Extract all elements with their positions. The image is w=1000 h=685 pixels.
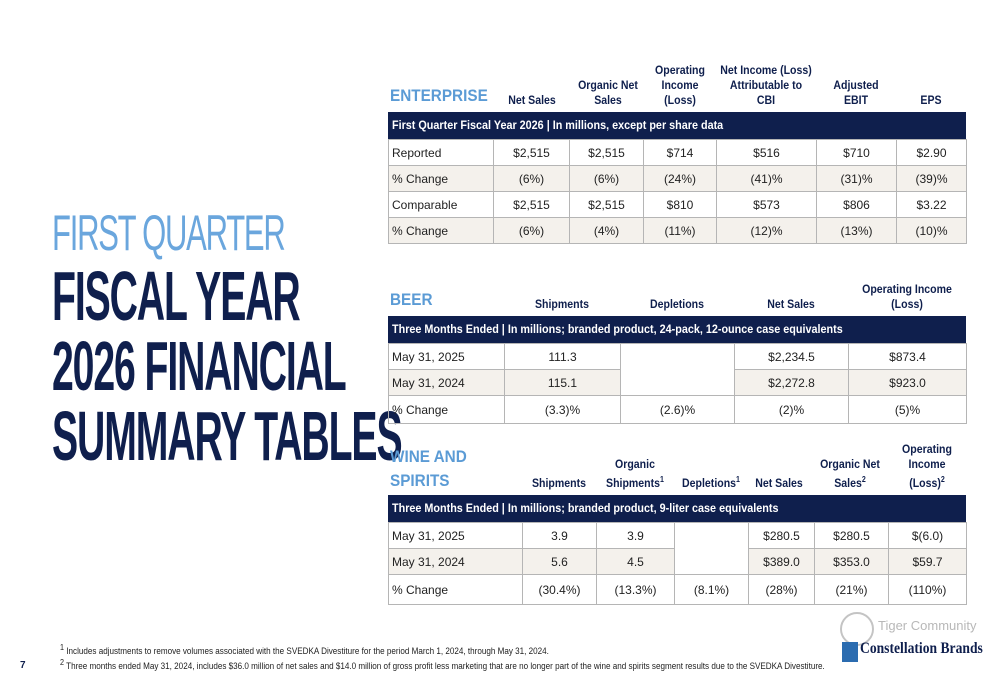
enterprise-header	[388, 63, 966, 112]
col-header: Organic Net Sales$^2$	[820, 457, 880, 490]
wine-spirits-table	[388, 442, 966, 605]
hero-line-1: FIRST QUARTER	[52, 205, 285, 261]
col-header: Organic Net Sales	[578, 78, 638, 107]
table-cell: $923.0	[849, 370, 967, 396]
col-header: Net Sales	[508, 93, 556, 107]
table-cell: (24%)	[644, 166, 717, 192]
table-subheader-bar: Three Months Ended | In millions; branded product, 24-pack, 12-ounce case equivalents	[388, 316, 966, 343]
footnotes	[60, 642, 910, 672]
table-cell: $280.5	[749, 523, 815, 549]
table-cell: 115.1	[505, 370, 621, 396]
table-cell: 4.5	[597, 549, 675, 575]
col-header: Depletions	[650, 297, 704, 311]
table-row	[389, 192, 967, 218]
watermark-text: Tiger Community	[878, 618, 977, 633]
table-cell: 3.9	[523, 523, 597, 549]
table-cell: $3.22	[897, 192, 967, 218]
table-cell: $873.4	[849, 344, 967, 370]
table-cell: $2,234.5	[735, 344, 849, 370]
row-label: May 31, 2025	[389, 523, 523, 549]
row-label: May 31, 2024	[389, 549, 523, 575]
col-header: Operating Income (Loss)	[862, 282, 952, 311]
row-label: May 31, 2025	[389, 344, 505, 370]
enterprise-table	[388, 63, 966, 244]
table-cell: $59.7	[889, 549, 967, 575]
table-cell: $573	[717, 192, 817, 218]
beer-table	[388, 274, 966, 424]
col-header: Shipments	[532, 476, 586, 490]
table-cell: (10)%	[897, 218, 967, 244]
col-header: Net Sales	[767, 297, 815, 311]
table-cell-empty	[675, 523, 749, 575]
table-cell: (6%)	[570, 166, 644, 192]
row-label: % Change	[389, 166, 494, 192]
table-cell: (8.1%)	[675, 575, 749, 605]
row-label: % Change	[389, 218, 494, 244]
table-cell: (12)%	[717, 218, 817, 244]
col-header: Operating Income (Loss)$^2$	[902, 442, 952, 490]
wine-header	[388, 442, 966, 495]
table-cell: $2,515	[494, 192, 570, 218]
table-row	[389, 575, 967, 605]
table-cell: $2,515	[570, 140, 644, 166]
col-header: EPS	[920, 93, 942, 107]
hero-line-2: FISCAL YEAR	[52, 257, 300, 335]
row-label: Reported	[389, 140, 494, 166]
table-cell: $(6.0)	[889, 523, 967, 549]
row-label: May 31, 2024	[389, 370, 505, 396]
table-row	[389, 344, 967, 370]
table-row	[389, 140, 967, 166]
table-cell: $389.0	[749, 549, 815, 575]
table-cell: (28%)	[749, 575, 815, 605]
hero-title	[52, 205, 402, 475]
table-cell: (6%)	[494, 218, 570, 244]
enterprise-data	[388, 139, 967, 244]
table-cell: $710	[817, 140, 897, 166]
footnote-1: $^1$ Includes adjustments to remove volumes associated with the SVEDKA Divestiture for the period March 1, 2024, through May 31, 2024.	[60, 643, 549, 656]
beer-header	[388, 274, 966, 316]
table-cell: $353.0	[815, 549, 889, 575]
table-cell: $810	[644, 192, 717, 218]
segment-title: ENTERPRISE	[390, 86, 488, 105]
brand-mark-icon	[842, 642, 858, 662]
table-cell: $2,272.8	[735, 370, 849, 396]
col-header: Operating Income (Loss)	[655, 63, 705, 107]
table-cell: (5)%	[849, 396, 967, 424]
table-subheader-bar: First Quarter Fiscal Year 2026 | In millions, except per share data	[388, 112, 966, 139]
table-cell: $2,515	[570, 192, 644, 218]
table-cell: (4%)	[570, 218, 644, 244]
segment-title: BEER	[390, 290, 433, 309]
footnote-2: $^2$ Three months ended May 31, 2024, includes $36.0 million of net sales and $14.0 million of gross profit less marketing that are no longer part of the wine and spirits segment results due to the SVEDKA Divestiture.	[60, 658, 825, 671]
table-cell: 3.9	[597, 523, 675, 549]
table-cell-empty	[621, 344, 735, 396]
table-cell: (31)%	[817, 166, 897, 192]
table-subheader-bar: Three Months Ended | In millions; branded product, 9-liter case equivalents	[388, 495, 966, 522]
wine-spirits-data	[388, 522, 967, 605]
col-header: Shipments	[535, 297, 589, 311]
table-row	[389, 218, 967, 244]
table-row	[389, 523, 967, 549]
hero-line-3: 2026 FINANCIAL	[52, 327, 346, 405]
table-cell: (13.3%)	[597, 575, 675, 605]
table-row	[389, 396, 967, 424]
company-logo	[838, 612, 988, 674]
table-row	[389, 166, 967, 192]
table-cell: (110%)	[889, 575, 967, 605]
hero-line-4: SUMMARY TABLES	[52, 397, 402, 475]
row-label: % Change	[389, 396, 505, 424]
table-cell: (30.4%)	[523, 575, 597, 605]
col-header: Net Income (Loss) Attributable to CBI	[720, 63, 812, 107]
table-cell: (3.3)%	[505, 396, 621, 424]
segment-title: WINE AND SPIRITS	[390, 447, 467, 490]
table-cell: $2,515	[494, 140, 570, 166]
col-header: Adjusted EBIT	[833, 78, 879, 107]
table-cell: 5.6	[523, 549, 597, 575]
col-header: Organic Shipments$^1$	[606, 457, 664, 490]
table-cell: (41)%	[717, 166, 817, 192]
brand-name: Constellation Brands	[860, 640, 983, 657]
table-cell: $806	[817, 192, 897, 218]
row-label: Comparable	[389, 192, 494, 218]
table-cell: 111.3	[505, 344, 621, 370]
table-cell: (13%)	[817, 218, 897, 244]
col-header: Depletions$^1$	[682, 475, 740, 490]
table-cell: $2.90	[897, 140, 967, 166]
table-cell: $714	[644, 140, 717, 166]
page-number: 7	[20, 660, 26, 671]
table-cell: (39)%	[897, 166, 967, 192]
table-cell: (6%)	[494, 166, 570, 192]
table-cell: (11%)	[644, 218, 717, 244]
table-cell: (2.6)%	[621, 396, 735, 424]
table-cell: $516	[717, 140, 817, 166]
table-cell: (2)%	[735, 396, 849, 424]
table-cell: (21%)	[815, 575, 889, 605]
table-cell: $280.5	[815, 523, 889, 549]
row-label: % Change	[389, 575, 523, 605]
beer-data	[388, 343, 967, 424]
col-header: Net Sales	[755, 476, 803, 490]
